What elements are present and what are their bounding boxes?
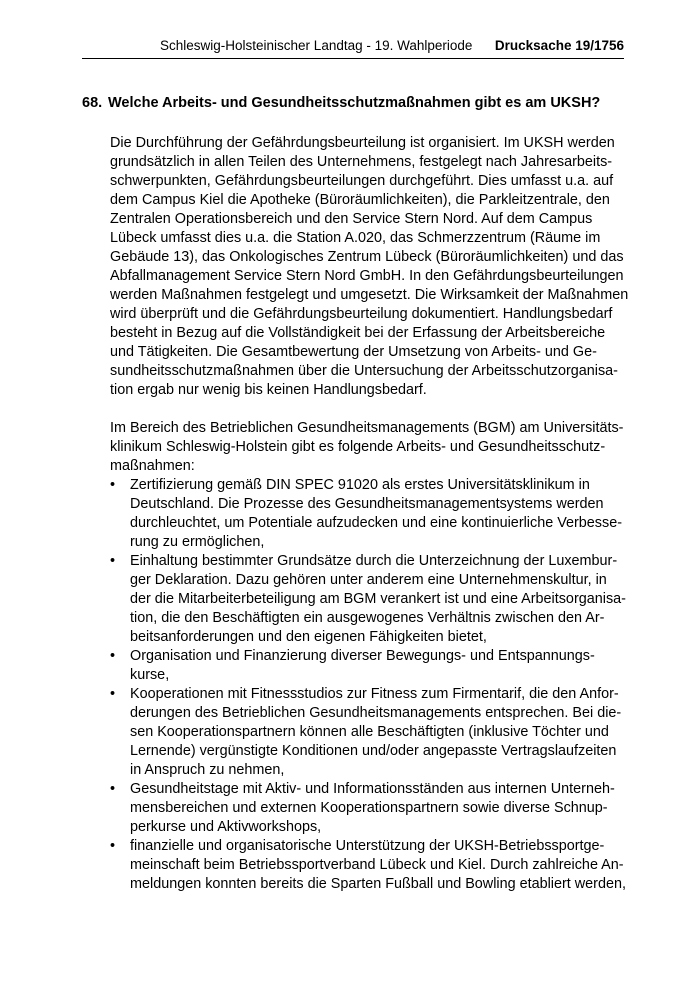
text-line: wird überprüft und die Gefährdungsbeurteilung dokumentiert. Handlungsbedarf [110,306,613,322]
bullet-item-luxembourg-declaration [110,552,624,647]
text-line: Gesundheitstage mit Aktiv- und Informationsständen aus internen Unterneh- [130,781,615,797]
text-line: durchleuchtet, um Potentiale aufzudecken und eine kontinuierliche Verbesse- [130,515,622,531]
text-line: Gebäude 13), das Onkologisches Zentrum Lübeck (Büroräumlichkeiten) und das [110,249,624,265]
bullet-item-courses [110,647,624,685]
header-parliament-title: Schleswig-Holsteinischer Landtag - 19. Wahlperiode [160,38,473,53]
text-line: Einhaltung bestimmter Grundsätze durch die Unterzeichnung der Luxembur- [130,553,618,569]
text-line: grundsätzlich in allen Teilen des Unternehmens, festgelegt nach Jahresarbeits- [110,154,613,170]
bullet-icon: • [110,781,116,797]
text-line: werden Maßnahmen festgelegt und umgesetzt. Die Wirksamkeit der Maßnahmen [110,287,629,303]
paragraph-spacer [110,400,624,419]
text-line: sundheitsschutzmaßnahmen über die Untersuchung der Arbeitsschutzorganisa- [110,363,618,379]
page-header [82,36,624,59]
text-line: Im Bereich des Betrieblichen Gesundheitsmanagements (BGM) am Universitäts- [110,420,624,436]
text-line: Zertifizierung gemäß DIN SPEC 91020 als erstes Universitätsklinikum in [130,477,590,493]
text-line: Deutschland. Die Prozesse des Gesundheitsmanagementsystems werden [130,496,604,512]
text-line: Zentralen Operationsbereich und den Service Stern Nord. Auf dem Campus [110,211,593,227]
text-line: finanzielle und organisatorische Unterstützung der UKSH-Betriebssportge- [130,838,605,854]
bullet-icon: • [110,838,116,854]
text-line: dem Campus Kiel die Apotheke (Büroräumlichkeiten), die Parkleitzentrale, den [110,192,610,208]
bullet-icon: • [110,648,116,664]
text-line: rung zu ermöglichen, [130,534,265,550]
text-line: Organisation und Finanzierung diverser Bewegungs- und Entspannungs- [130,648,595,664]
text-line: derungen des Betrieblichen Gesundheitsmanagements entsprechen. Bei die- [130,705,622,721]
text-line: meldungen konnten bereits die Sparten Fußball und Bowling etabliert werden, [130,876,626,892]
text-line: tion ergab nur wenig bis keinen Handlungsbedarf. [110,382,427,398]
bullet-icon: • [110,553,116,569]
text-line: schwerpunkten, Gefährdungsbeurteilungen durchgeführt. Dies umfasst u.a. auf [110,173,614,189]
text-line: beitsanforderungen und den eigenen Fähigkeiten bietet, [130,629,487,645]
text-line: Die Durchführung der Gefährdungsbeurteilung ist organisiert. Im UKSH werden [110,135,615,151]
text-line: Kooperationen mit Fitnessstudios zur Fitness zum Firmentarif, die den Anfor- [130,686,619,702]
text-line: der die Mitarbeiterbeteiligung am BGM verankert ist und eine Arbeitsorganisa- [130,591,626,607]
bullet-item-fitness-cooperation [110,685,624,780]
question-number: 68. [82,95,103,111]
measures-bullet-list [110,476,624,894]
paragraph-bgm-intro [110,419,624,476]
text-line: ger Deklaration. Dazu gehören unter anderem eine Unternehmenskultur, in [130,572,607,588]
text-line: perkurse und Aktivworkshops, [130,819,322,835]
question-heading [82,95,600,111]
text-line: meinschaft beim Betriebssportverband Lübeck und Kiel. Durch zahlreiche An- [130,857,624,873]
header-document-number: Drucksache 19/1756 [494,38,624,53]
bullet-item-certification [110,476,624,552]
question-text: Welche Arbeits- und Gesundheitsschutzmaßnahmen gibt es am UKSH? [108,95,601,111]
text-line: Lübeck umfasst dies u.a. die Station A.020, das Schmerzzentrum (Räume im [110,230,601,246]
text-line: mensbereichen und externen Kooperationspartnern sowie diverse Schnup- [130,800,608,816]
bullet-icon: • [110,477,116,493]
text-line: klinikum Schleswig-Holstein gibt es folgende Arbeits- und Gesundheitsschutz- [110,439,606,455]
answer-body [110,134,629,894]
paragraph-risk-assessment [110,134,629,400]
text-line: in Anspruch zu nehmen, [130,762,285,778]
text-line: Lernende) vergünstigte Konditionen und/oder angepasste Vertragslaufzeiten [130,743,617,759]
text-line: tion, die den Beschäftigten ein ausgewogenes Verhältnis zwischen den Ar- [130,610,605,626]
text-line: Abfallmanagement Service Stern Nord GmbH. In den Gefährdungsbeurteilungen [110,268,624,284]
text-line: kurse, [130,667,170,683]
bullet-icon: • [110,686,116,702]
text-line: besteht in Bezug auf die Vollständigkeit bei der Erfassung der Arbeitsbereiche [110,325,606,341]
bullet-item-company-sports [110,837,624,894]
text-line: maßnahmen: [110,458,195,474]
bullet-item-health-days [110,780,624,837]
text-line: und Tätigkeiten. Die Gesamtbewertung der Umsetzung von Arbeits- und Ge- [110,344,597,360]
text-line: sen Kooperationspartnern können alle Beschäftigten (inklusive Töchter und [130,724,609,740]
